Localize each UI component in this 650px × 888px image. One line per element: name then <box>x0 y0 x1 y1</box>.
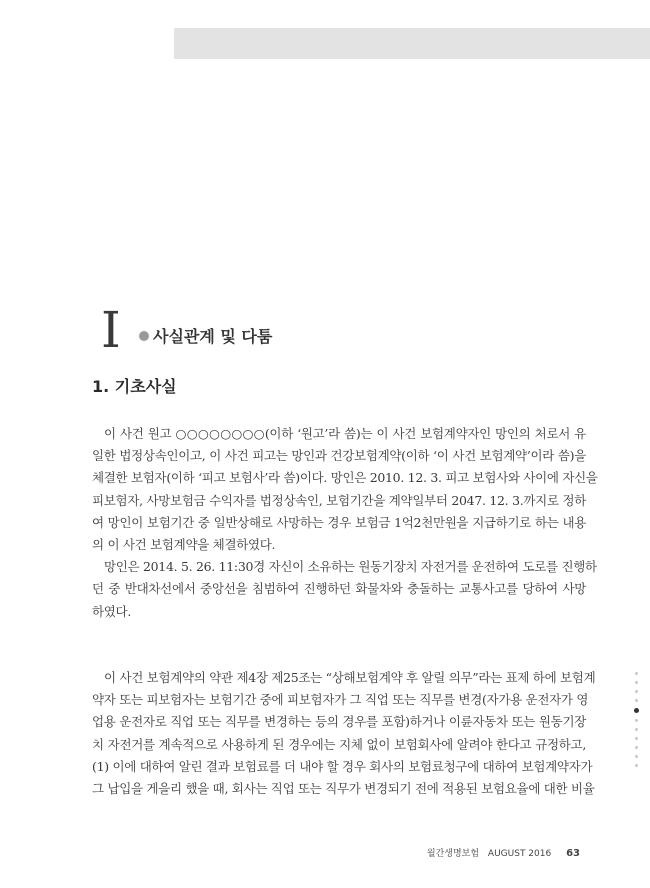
indicator-dot <box>635 690 638 693</box>
text-line: 여 망인이 보험기간 중 일반상해로 사망하는 경우 보험금 1억2천만원을 지급하기로 하는 내용 <box>92 514 586 530</box>
text-line: 던 중 반대차선에서 중앙선을 침범하여 진행하던 화물차와 충돌하는 교통사고를 당하여 사망 <box>92 581 586 597</box>
page-footer <box>427 846 580 859</box>
indicator-dot <box>635 719 638 722</box>
section-roman-numeral: I <box>101 301 121 359</box>
section-title: 사실관계 및 다툼 <box>153 327 273 346</box>
text-line: 이 사건 보험계약의 약관 제4장 제25조는 “상해보험계약 후 알릴 의무”라는 표제 하에 보험계 <box>104 670 596 685</box>
text-line: (1) 이에 대하여 알린 결과 보험료를 더 내야 할 경우 회사의 보험료청구에 대하여 보험계약자가 <box>92 758 593 774</box>
indicator-dot <box>635 728 638 731</box>
text-line: 일한 법정상속인이고, 이 사건 피고는 망인과 건강보험계약(이하 ‘이 사건 보험계약’이라 씀)을 <box>92 448 586 464</box>
indicator-dot-active <box>634 708 639 713</box>
text-line: 의 이 사건 보험계약을 체결하였다. <box>92 537 276 553</box>
subsection-title: 1. 기초사실 <box>92 377 177 396</box>
text-line: 하였다. <box>92 603 131 619</box>
indicator-dot <box>635 681 638 684</box>
text-line: 치 자전거를 계속적으로 사용하게 된 경우에는 지체 없이 보험회사에 알려야 한다고 규정하고, <box>92 736 586 752</box>
text-line: 망인은 2014. 5. 26. 11:30경 자신이 소유하는 원동기장치 자전거를 운전하여 도로를 진행하 <box>104 559 597 575</box>
bullet-dot-icon <box>139 331 149 341</box>
text-line: 이 사건 원고 ○○○○○○○○(이하 ‘원고’라 씀)는 이 사건 보험계약자인 망인의 처로서 유 <box>104 426 586 441</box>
indicator-dot <box>635 746 638 749</box>
magazine-name: 월간생명보험 <box>426 849 480 859</box>
indicator-dot <box>635 755 638 758</box>
paragraph-basic-facts <box>92 423 598 623</box>
text-line: 체결한 보험자(이하 ‘피고 보험사’라 씀)이다. 망인은 2010. 12. 3. 피고 보험사와 사이에 자신을 <box>92 470 598 486</box>
paragraph-policy-terms <box>92 667 596 800</box>
page-number: 63 <box>566 848 580 859</box>
indicator-dot <box>635 672 638 675</box>
indicator-dot <box>635 699 638 702</box>
issue-label: AUGUST 2016 <box>487 849 552 859</box>
text-line: 업용 운전자로 직업 또는 직무를 변경하는 등의 경우를 포함)하거나 이륜자동차 또는 원동기장 <box>92 714 586 730</box>
text-line: 피보험자, 사망보험금 수익자를 법정상속인, 보험기간을 계약일부터 2047. 12. 3.까지로 정하 <box>92 492 586 508</box>
text-line: 그 납입을 게을리 했을 때, 회사는 직업 또는 직무가 변경되기 전에 적용된 보험요율에 대한 비율 <box>92 781 595 797</box>
text-line: 약자 또는 피보험자는 보험기간 중에 피보험자가 그 직업 또는 직무를 변경(자가용 운전자가 영 <box>92 692 589 708</box>
page-position-indicator <box>634 672 639 773</box>
header-band <box>174 28 650 59</box>
indicator-dot <box>635 737 638 740</box>
indicator-dot <box>635 764 638 767</box>
